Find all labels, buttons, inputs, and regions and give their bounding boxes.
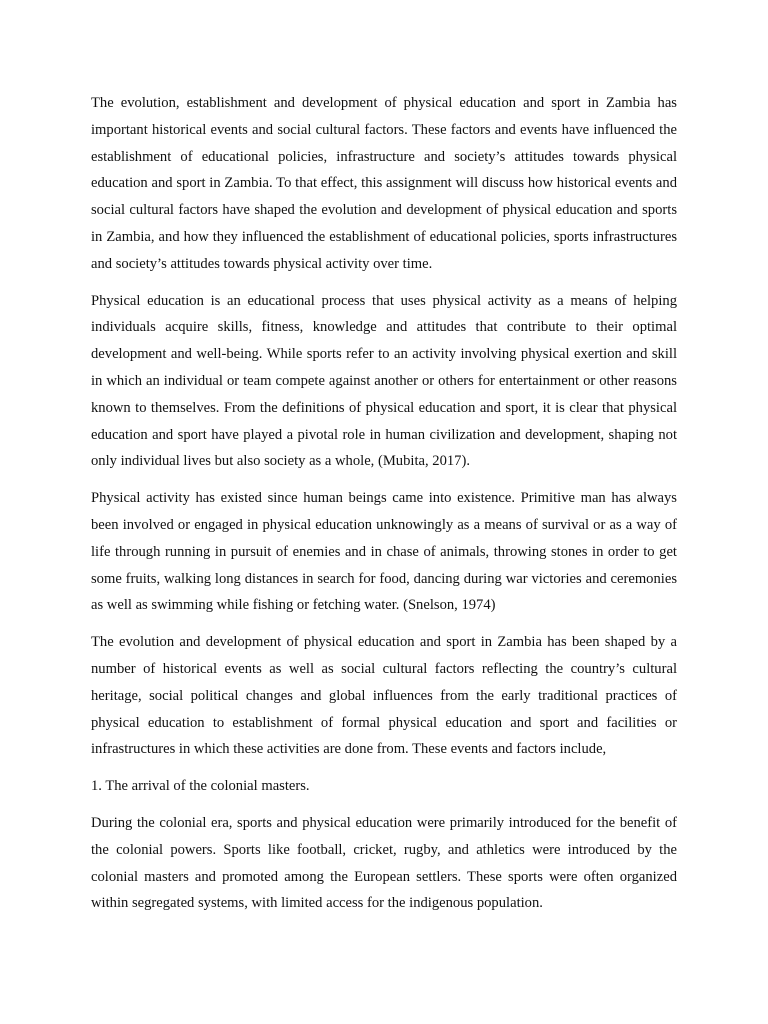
paragraph-intro: The evolution, establishment and development of physical education and sport in Zambia has important historical events and social cultural factors. These factors and events have influenced the establishment of educational policies, infrastructure and society’s attitudes towards physical education and sport in Zambia. To that effect, this assignment will discuss how historical events and social cultural factors have shaped the evolution and development of physical education and sports in Zambia, and how they influenced the establishment of educational policies, sports infrastructures and society’s attitudes towards physical activity over time.	[91, 95, 677, 272]
paragraph-evolution-factors: The evolution and development of physical education and sport in Zambia has been shaped by a number of historical events as well as social cultural factors reflecting the country’s cultural heritage, social political changes and global influences from the early traditional practices of physical education to establishment of formal physical education and sport and facilities or infrastructures in which these activities are done from. These events and factors include,	[91, 634, 677, 758]
paragraph-definitions: Physical education is an educational process that uses physical activity as a means of helping individuals acquire skills, fitness, knowledge and attitudes that contribute to their optimal development and well-being. While sports refer to an activity involving physical exertion and skill in which an individual or team compete against another or others for entertainment or other reasons known to themselves. From the definitions of physical education and sport, it is clear that physical education and sport have played a pivotal role in human civilization and development, shaping not only individual lives but also society as a whole, (Mubita, 2017).	[91, 292, 677, 470]
paragraph-colonial-era: During the colonial era, sports and physical education were primarily introduced for the benefit of the colonial powers. Sports like football, cricket, rugby, and athletics were introduced by the colonial masters and promoted among the European settlers. These sports were often organized within segregated systems, with limited access for the indigenous population.	[91, 814, 677, 912]
list-heading-colonial-masters: 1. The arrival of the colonial masters.	[91, 778, 310, 795]
paragraph-physical-activity-history: Physical activity has existed since human beings came into existence. Primitive man has always been involved or engaged in physical education unknowingly as a means of survival or as a way of life through running in pursuit of enemies and in chase of animals, throwing stones in order to get some fruits, walking long distances in search for food, dancing during war victories and ceremonies as well as swimming while fishing or fetching water. (Snelson, 1974)	[91, 490, 677, 614]
